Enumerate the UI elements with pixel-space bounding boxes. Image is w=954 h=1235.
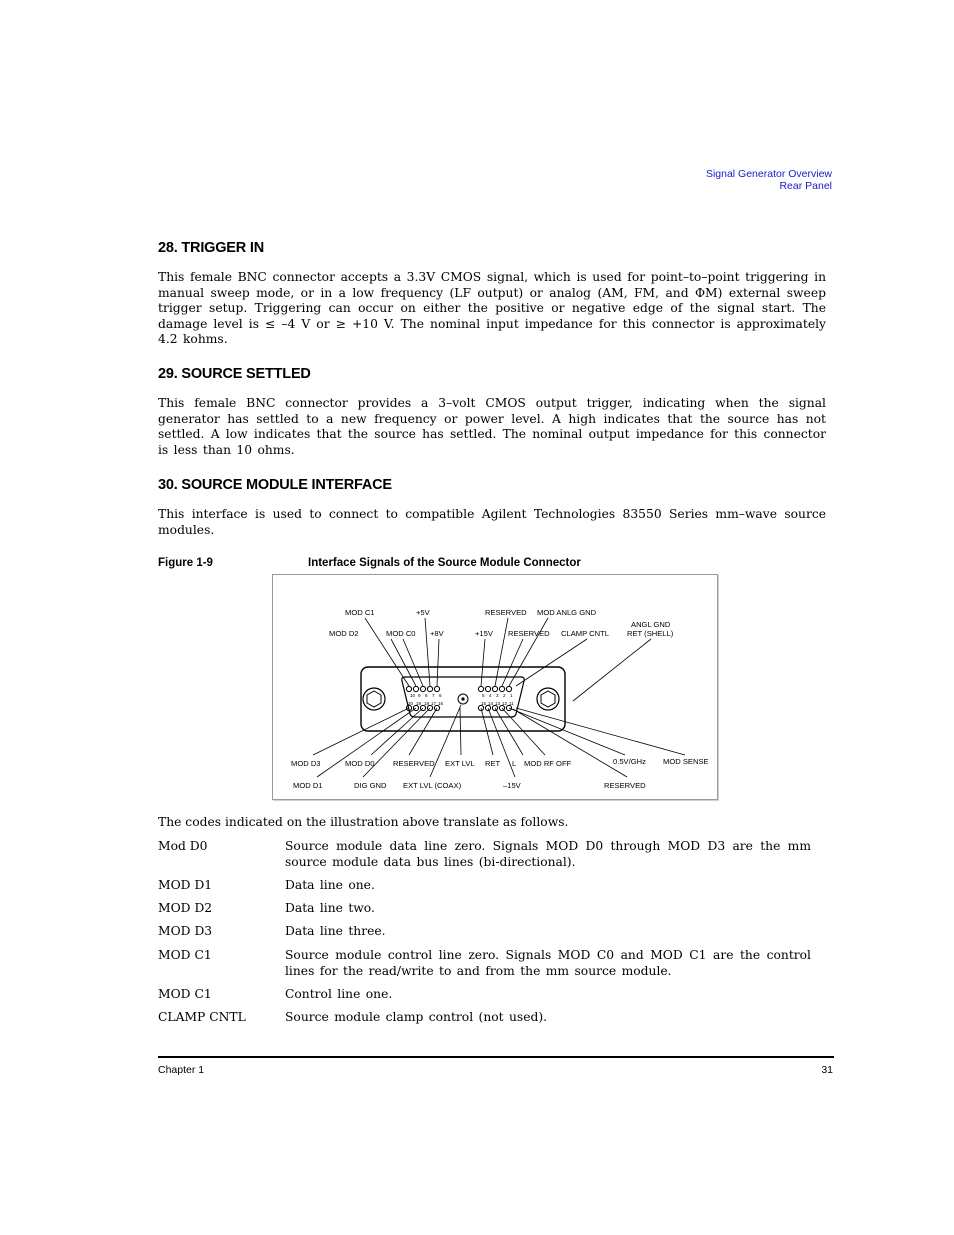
label-minus-15v: –15V (503, 781, 521, 790)
definition-term: MOD D1 (158, 878, 213, 892)
pin-number: 10 (410, 693, 416, 698)
coax-connector (458, 694, 468, 704)
pin-number: 14 (488, 701, 494, 706)
label-mod-d0: MOD D0 (345, 759, 375, 768)
section-body-source-settled: This female BNC connector provides a 3–volt CMOS output trigger, indicating when the signal generator has settled to a new frequency or power level. A high indicates that the source has not settled. A low indicates that the source has settled. The nominal output impedance for this connector is less than 10 ohms. (158, 396, 826, 457)
pin-number: 18 (424, 701, 430, 706)
label-ext-lvl: EXT LVL (445, 759, 475, 768)
label-mod-rf-off: MOD RF OFF (524, 759, 572, 768)
connector-pin (478, 686, 483, 691)
label-plus-8v: +8V (430, 629, 444, 638)
label-reserved-bottom-2: RESERVED (604, 781, 646, 790)
definition-term: MOD C1 (158, 987, 212, 1001)
label-reserved-top-2: RESERVED (508, 629, 550, 638)
label-clamp-cntl: CLAMP CNTL (561, 629, 609, 638)
connector-diagram (272, 574, 718, 800)
label-l: L (512, 759, 517, 768)
label-mod-sense: MOD SENSE (663, 757, 709, 766)
definition-description: Data line one. (285, 878, 375, 892)
mounting-screw-right (537, 688, 559, 710)
pin-number: 12 (502, 701, 508, 706)
label-ext-lvl-coax: EXT LVL (COAX) (403, 781, 462, 790)
connector-pin (499, 686, 504, 691)
running-header (706, 168, 832, 192)
connector-pin (427, 686, 432, 691)
definition-description: Source module clamp control (not used). (285, 1010, 548, 1024)
connector-pin (485, 686, 490, 691)
pin-number: 16 (438, 701, 444, 706)
section-body-trigger-in: This female BNC connector accepts a 3.3V CMOS signal, which is used for point–to–point triggering in manual sweep mode, or in a low frequency (LF output) or analog (AM, FM, and ΦM) external sweep trigger setup. Triggering can occur on either the positive or negative edge of the signal start. The damage level is ≤ –4 V or ≥ +10 V. The nominal input impedance for this connector is approximately 4.2 kohms. (158, 270, 826, 347)
connector-pins (406, 686, 511, 710)
label-angl-gnd: ANGL GND (631, 620, 671, 629)
leader-lines (313, 618, 685, 777)
connector-pin (434, 686, 439, 691)
label-volts-per-ghz: 0.5V/GHz (613, 757, 646, 766)
pin-number: 4 (489, 693, 492, 698)
label-ret: RET (485, 759, 501, 768)
footer-rule (158, 1056, 834, 1058)
definition-term: CLAMP CNTL (158, 1010, 246, 1024)
figure-caption: Interface Signals of the Source Module Connector (308, 557, 581, 569)
pin-number: 19 (416, 701, 422, 706)
header-title: Signal Generator Overview (705, 168, 832, 180)
connector-pin (492, 686, 497, 691)
connector-pin (506, 686, 511, 691)
pin-number: 20 (408, 701, 414, 706)
definition-description: Source module data line zero. Signals MOD D0 through MOD D3 are the mm source module data bus lines (bi-directional). (285, 839, 811, 869)
label-ret-shell: RET (SHELL) (627, 629, 674, 638)
connector-pin (413, 686, 418, 691)
label-dig-gnd: DIG GND (354, 781, 387, 790)
label-mod-d2: MOD D2 (329, 629, 359, 638)
connector-diagram-svg (273, 575, 717, 799)
pin-number: 9 (418, 693, 421, 698)
label-mod-c1: MOD C1 (345, 608, 375, 617)
definition-description: Source module control line zero. Signals MOD C0 and MOD C1 are the control lines for the read/write to and from the mm source module. (285, 948, 811, 978)
pin-number: 1 (510, 693, 513, 698)
connector-pin (420, 686, 425, 691)
definition-term: MOD C1 (158, 948, 212, 962)
figure-number: Figure 1-9 (158, 557, 213, 569)
definition-description: Data line two. (285, 901, 375, 915)
definition-term: MOD D2 (158, 901, 213, 915)
mounting-screw-left (363, 688, 385, 710)
section-heading-source-module-interface: 30. SOURCE MODULE INTERFACE (158, 477, 392, 493)
section-heading-source-settled: 29. SOURCE SETTLED (158, 366, 311, 382)
definition-term: Mod D0 (158, 839, 208, 853)
label-mod-c0: MOD C0 (386, 629, 416, 638)
pin-number: 3 (496, 693, 499, 698)
pin-number: 5 (482, 693, 485, 698)
section-body-source-module-interface: This interface is used to connect to compatible Agilent Technologies 83550 Series mm–wave source modules. (158, 507, 826, 537)
label-plus-15v: +15V (475, 629, 493, 638)
pin-number: 6 (439, 693, 442, 698)
pin-number: 13 (495, 701, 501, 706)
label-mod-d1: MOD D1 (293, 781, 323, 790)
header-subtitle: Rear Panel (779, 180, 832, 192)
definition-description: Data line three. (285, 924, 386, 938)
section-heading-trigger-in: 28. TRIGGER IN (158, 240, 264, 256)
pin-number: 17 (431, 701, 437, 706)
page-number: 31 (821, 1064, 833, 1076)
footer-chapter: Chapter 1 (158, 1064, 205, 1076)
label-plus-5v: +5V (416, 608, 430, 617)
connector-pin (406, 686, 411, 691)
pin-number: 15 (481, 701, 487, 706)
pin-number: 8 (425, 693, 428, 698)
label-mod-d3: MOD D3 (291, 759, 321, 768)
definitions-intro: The codes indicated on the illustration above translate as follows. (158, 815, 569, 829)
pin-number: 2 (503, 693, 506, 698)
label-reserved-bottom: RESERVED (393, 759, 435, 768)
label-reserved-top: RESERVED (485, 608, 527, 617)
definition-term: MOD D3 (158, 924, 213, 938)
label-mod-anlg-gnd: MOD ANLG GND (537, 608, 597, 617)
pin-number: 11 (509, 701, 514, 706)
pin-number: 7 (432, 693, 435, 698)
definition-description: Control line one. (285, 987, 393, 1001)
